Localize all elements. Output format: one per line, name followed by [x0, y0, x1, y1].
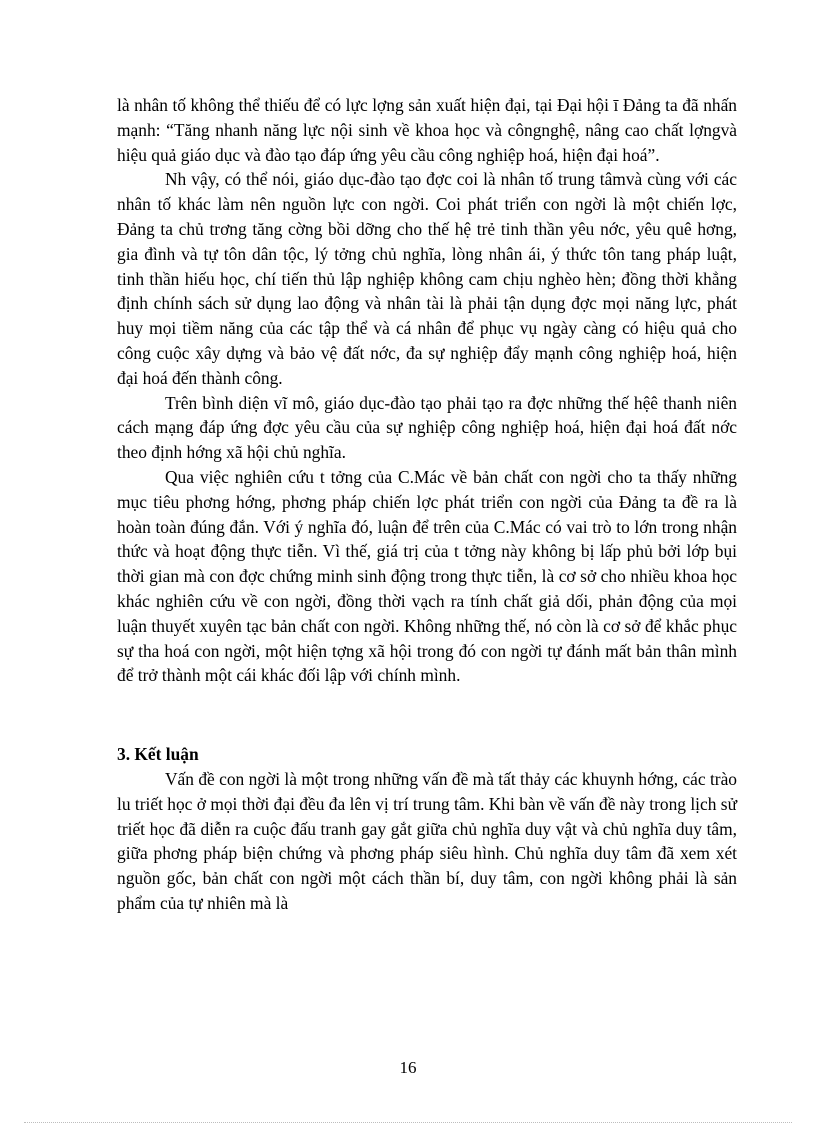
paragraph-3: Trên bình diện vĩ mô, giáo dục-đào tạo phải tạo ra đợc những thế hệê thanh niên cách mạng đáp ứng đợc yêu cầu của sự nghiệp công nghiệp hoá, hiện đại hoá đất nớc theo định hớng xã hội chủ nghĩa.	[117, 392, 737, 463]
paragraph-5: Vấn đề con ngời là một trong những vấn đề mà tất thảy các khuynh hớng, các trào lu triết học ở mọi thời đại đều đa lên vị trí trung tâm. Khi bàn về vấn đề này trong lịch sử triết học đã diễn ra cuộc đấu tranh gay gắt giữa chủ nghĩa duy vật và chủ nghĩa duy tâm, giữa phơng pháp biện chứng và phơng pháp siêu hình. Chủ nghĩa duy tâm đã xem xét nguồn gốc, bản chất con ngời một cách thần bí, duy tâm, con ngời không phải là sản phẩm của tự nhiên mà là	[117, 768, 737, 913]
paragraph-1: là nhân tố không thể thiếu để có lực lợng sản xuất hiện đại, tại Đại hội ī Đảng ta đã nhấn mạnh: “Tăng nhanh năng lực nội sinh về khoa học và côngnghệ, nâng cao chất lợngvà hiệu quả giáo dục và đào tạo đáp ứng yêu cầu công nghiệp hoá, hiện đại hoá”.	[117, 95, 737, 165]
page-number: 16	[399, 1058, 417, 1077]
paragraph-2: Nh vậy, có thể nói, giáo dục-đào tạo đợc coi là nhân tố trung tâmvà cùng với các nhân tố khác làm nên nguồn lực con ngời. Coi phát triển con ngời là một chiến lợc, Đảng ta chủ trơng tăng cờng bồi dỡng cho thế hệ trẻ tinh thần yêu nớc, yêu quê hơng, gia đình và tự tôn dân tộc, lý tởng chủ nghĩa, lòng nhân ái, ý thức tôn tang pháp luật, tinh thần hiếu học, chí tiến thủ lập nghiệp không cam chịu nghèo hèn; đồng thời khẳng định chính sách sử dụng lao động và nhân tài là phải tận dụng đợc mọi năng lực, phát huy mọi tiềm năng của các tập thể và cá nhân để phục vụ ngày càng có hiệu quả cho công cuộc xây dựng và bảo vệ đất nớc, đa sự nghiệp đẩy mạnh công nghiệp hoá, hiện đại hoá đến thành công.	[117, 169, 737, 388]
section-heading: 3. Kết luận	[117, 744, 199, 765]
paragraph-4: Qua việc nghiên cứu t tởng của C.Mác về bản chất con ngời cho ta thấy những mục tiêu phơng hớng, phơng pháp chiến lợc phát triển con ngời của Đảng ta đề ra là hoàn toàn đúng đắn. Với ý nghĩa đó, luận để trên của C.Mác có vai trò to lớn trong nhận thức và hoạt động thực tiễn. Vì thế, giá trị của t tởng này không bị lấp phủ bởi lớp bụi thời gian mà con đợc chứng minh sinh động trong thực tiễn, là cơ sở cho nhiều khoa học khác nghiên cứu về con ngời, đồng thời vạch ra tính chất giả dối, phản động của mọi luận thuyết xuyên tạc bản chất con ngời. Không những thế, nó còn là cơ sở để khắc phục sự tha hoá con ngời, một hiện tợng xã hội trong đó con ngời tự đánh mất bản thân mình để trở thành một cái khác đối lập với chính mình.	[117, 466, 737, 686]
section-spacer	[117, 688, 737, 742]
body-text	[117, 93, 737, 916]
